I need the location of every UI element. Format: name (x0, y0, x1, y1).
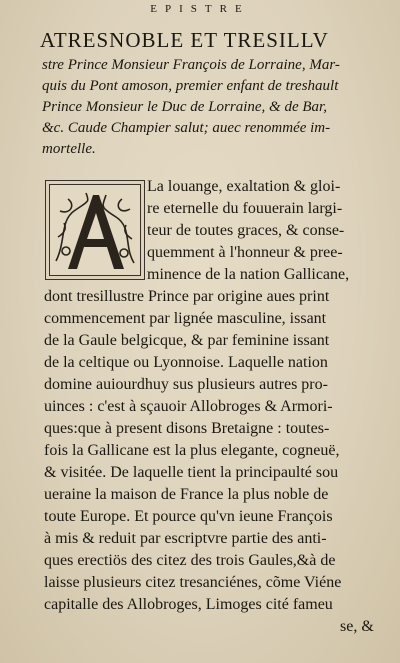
dedication-line: Prince Monsieur le Duc de Lorraine, & de Bar, (42, 99, 327, 115)
body-line: à mis & reduit par escriptvre partie des anti- (44, 530, 327, 547)
running-head: EPISTRE (150, 3, 250, 15)
ornament-foliage (46, 181, 144, 279)
body-line: re eternelle du fouuerain largi- (147, 200, 343, 217)
body-line: dont tresillustre Prince par origine aues print (44, 288, 330, 305)
body-line: de la celtique ou Lyonnoise. Laquelle nation (44, 354, 328, 371)
dedication-line: quis du Pont amoson, premier enfant de treshault (42, 78, 339, 94)
body-line: laisse plusieurs citez tresanciénes, cõme Viéne (44, 574, 342, 591)
body-line: uinces : c'est à sçauoir Allobroges & Armori- (44, 398, 333, 415)
body-line: toute Europe. Et pource qu'vn ieune François (44, 508, 333, 525)
dedication-title: ATRESNOBLE ET TRESILLV (40, 28, 329, 52)
body-line: de la Gaule belgicque, & par feminine issant (44, 332, 330, 349)
body-line: ueraine la maison de France la plus noble de (44, 486, 329, 503)
catchword: se, & (340, 618, 374, 635)
body-line: ques:que à present disons Bretaigne : toutes- (44, 420, 330, 437)
body-line: domine auiourdhuy sus plusieurs autres pro- (44, 376, 328, 393)
body-line: ques erectiös des citez des trois Gaules,&à de (44, 552, 336, 569)
dedication-line: stre Prince Monsieur François de Lorraine, Mar- (42, 57, 340, 73)
body-line: teur de toutes graces, & conse- (147, 222, 345, 239)
body-line: capitalle des Allobroges, Limoges cité fameu (44, 596, 333, 613)
body-line: commencement par lignée masculine, issant (44, 310, 327, 327)
dedication-line: &c. Caude Champier salut; auec renommée im- (42, 120, 331, 136)
body-line: La louange, exaltation & gloi- (147, 178, 341, 195)
body-line: fois la Gallicane est la plus elegante, cogneuë, (44, 442, 340, 459)
body-line: & visitée. De laquelle tient la principaulté sou (44, 464, 339, 481)
dedication-line: mortelle. (42, 141, 96, 157)
body-line: minence de la nation Gallicane, (147, 266, 350, 283)
body-line: quemment à l'honneur & pree- (147, 244, 343, 261)
decorated-initial-A-icon (45, 180, 145, 280)
